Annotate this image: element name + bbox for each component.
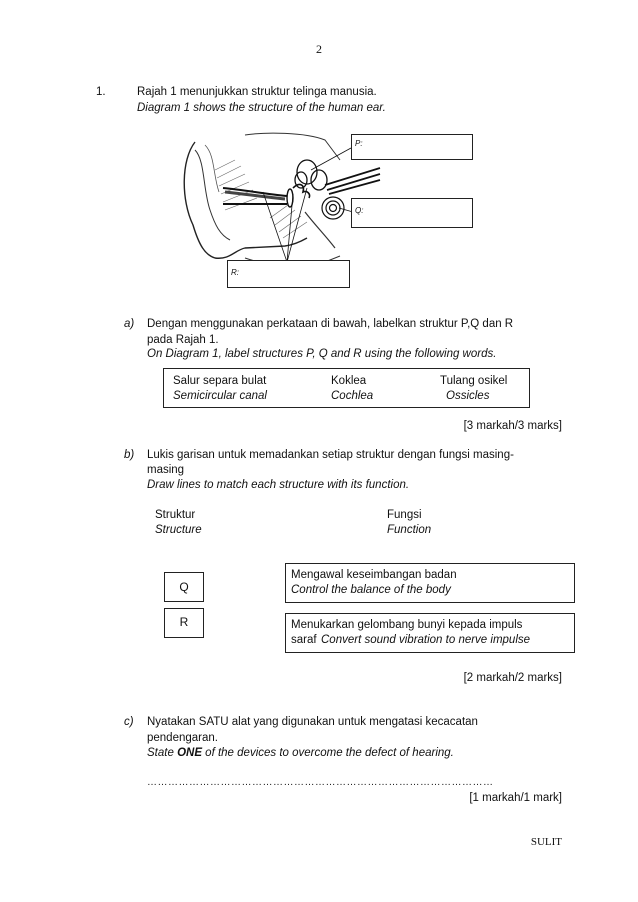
- part-c-english-pre: State: [147, 747, 178, 759]
- part-a-malay-line2: pada Rajah 1.: [147, 334, 219, 346]
- part-c-english: [147, 745, 454, 761]
- cochlea: [322, 197, 344, 219]
- part-c-english-bold: ONE: [177, 747, 202, 759]
- function-heading-english: Function: [387, 524, 432, 536]
- part-b-malay-line1: Lukis garisan untuk memadankan setiap struktur dengan fungsi masing-: [147, 449, 514, 461]
- word-3-malay: Tulang osikel: [440, 375, 508, 387]
- function-box-2[interactable]: [285, 613, 575, 653]
- function-heading-malay: Fungsi: [387, 509, 422, 521]
- function-1-malay: Mengawal keseimbangan badan: [291, 569, 457, 581]
- footer-sulit: SULIT: [530, 836, 562, 848]
- part-c-english-post: of the devices to overcome the defect of hearing.: [201, 747, 454, 759]
- pinna-fold-2: [205, 145, 219, 192]
- page-number: 2: [316, 42, 322, 56]
- pinna-fold: [195, 150, 230, 240]
- part-a-marks: [3 markah/3 marks]: [463, 420, 562, 432]
- part-c-malay-line2: pendengaran.: [147, 732, 218, 744]
- function-2-english: Convert sound vibration to nerve impulse: [321, 634, 531, 646]
- word-3-english: Ossicles: [446, 390, 490, 402]
- word-1-malay: Salur separa bulat: [173, 375, 267, 387]
- function-2-malay-line2: saraf: [291, 634, 317, 646]
- part-a-letter: a): [124, 318, 135, 330]
- intro-english: Diagram 1 shows the structure of the human ear.: [137, 102, 386, 114]
- label-box-r[interactable]: [227, 260, 350, 288]
- part-b-marks: [2 markah/2 marks]: [463, 672, 562, 684]
- answer-line[interactable]: ………………………………………………………………………………………: [147, 777, 494, 788]
- auditory-nerve: [325, 168, 380, 194]
- question-number: 1.: [96, 86, 106, 98]
- structure-heading-english: Structure: [155, 524, 202, 536]
- part-b-english: Draw lines to match each structure with its function.: [147, 479, 410, 491]
- eustachian-tube: [305, 212, 335, 248]
- function-2-malay-line1: Menukarkan gelombang bunyi kepada impuls: [291, 619, 523, 631]
- word-2-english: Cochlea: [331, 390, 374, 402]
- function-1-english: Control the balance of the body: [291, 584, 451, 596]
- ossicles: [293, 185, 310, 198]
- word-1-english: Semicircular canal: [173, 390, 267, 402]
- intro-malay: Rajah 1 menunjukkan struktur telinga manusia.: [137, 86, 377, 98]
- semicircular-canals: [295, 160, 327, 190]
- word-2-malay: Koklea: [331, 375, 367, 387]
- part-a-english: On Diagram 1, label structures P, Q and R using the following words.: [147, 348, 497, 360]
- word-bank: [163, 368, 530, 408]
- label-box-p[interactable]: [351, 134, 473, 160]
- part-a-malay-line1: Dengan menggunakan perkataan di bawah, labelkan struktur P,Q dan R: [147, 318, 514, 330]
- label-p: P:: [355, 139, 363, 148]
- label-box-q[interactable]: [351, 198, 473, 228]
- structure-box-r[interactable]: R: [164, 608, 204, 638]
- part-c-malay-line1: Nyatakan SATU alat yang digunakan untuk mengatasi kecacatan: [147, 716, 478, 728]
- skull-base: [245, 133, 340, 160]
- structure-box-q[interactable]: Q: [164, 572, 204, 602]
- structure-heading-malay: Struktur: [155, 509, 196, 521]
- function-box-1[interactable]: [285, 563, 575, 603]
- label-q: Q:: [355, 206, 364, 215]
- part-c-marks: [1 markah/1 mark]: [469, 792, 562, 804]
- label-r: R:: [231, 268, 239, 277]
- part-b-letter: b): [124, 449, 135, 461]
- part-c-letter: c): [124, 716, 134, 728]
- part-b-malay-line2: masing: [147, 464, 185, 476]
